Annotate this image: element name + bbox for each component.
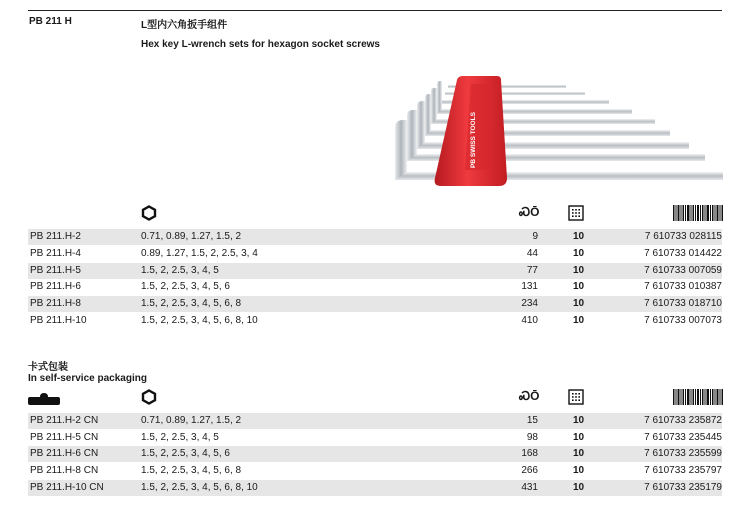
quantity: 10 xyxy=(573,432,585,443)
ean-code: 7 610733 028115 xyxy=(644,231,722,242)
table-row xyxy=(28,430,722,446)
ean-code: 7 610733 235872 xyxy=(644,415,722,426)
article-code: PB 211.H-6 CN xyxy=(30,448,99,459)
quantity: 10 xyxy=(573,265,585,276)
article-code: PB 211.H-6 xyxy=(30,281,81,292)
article-code: PB 211.H-8 CN xyxy=(30,465,99,476)
article-code: PB 211.H-10 CN xyxy=(30,482,104,493)
scale-icon: ᏍŌ xyxy=(519,389,540,403)
sizes: 0.71, 0.89, 1.27, 1.5, 2 xyxy=(141,231,242,242)
table-row xyxy=(28,413,722,429)
weight: 266 xyxy=(521,465,538,476)
page-title-zh: L型内六角扳手组件 xyxy=(141,20,228,31)
quantity: 10 xyxy=(573,315,585,326)
sizes: 1.5, 2, 2.5, 3, 4, 5, 6, 8, 10 xyxy=(141,315,258,326)
quantity: 10 xyxy=(573,298,585,309)
weight: 410 xyxy=(521,315,538,326)
ean-code: 7 610733 007073 xyxy=(644,315,722,326)
table-row xyxy=(28,480,722,496)
ean-code: 7 610733 007059 xyxy=(644,265,722,276)
hexagon-icon xyxy=(141,205,157,221)
page-title-en: Hex key L-wrench sets for hexagon socket screws xyxy=(141,39,380,50)
table-row xyxy=(28,446,722,462)
table-row xyxy=(28,246,722,262)
box-icon xyxy=(568,389,584,405)
weight: 234 xyxy=(521,298,538,309)
table-row xyxy=(28,279,722,295)
weight: 44 xyxy=(526,248,538,259)
weight: 98 xyxy=(526,432,538,443)
ean-code: 7 610733 235797 xyxy=(644,465,722,476)
ean-code: 7 610733 018710 xyxy=(644,298,722,309)
article-code: PB 211.H-4 xyxy=(30,248,81,259)
top-rule xyxy=(28,10,722,11)
ean-code: 7 610733 235445 xyxy=(644,432,722,443)
article-code: PB 211.H-10 xyxy=(30,315,87,326)
section-title-en: In self-service packaging xyxy=(28,373,147,384)
table-row xyxy=(28,296,722,312)
section-title-zh: 卡式包装 xyxy=(28,362,68,373)
sizes: 0.71, 0.89, 1.27, 1.5, 2 xyxy=(141,415,242,426)
box-icon xyxy=(568,205,584,221)
product-code: PB 211 H xyxy=(29,16,72,27)
sizes: 1.5, 2, 2.5, 3, 4, 5 xyxy=(141,432,219,443)
ean-code: 7 610733 010387 xyxy=(644,281,722,292)
sizes: 1.5, 2, 2.5, 3, 4, 5, 6, 8, 10 xyxy=(141,482,258,493)
weight: 431 xyxy=(521,482,538,493)
sizes: 1.5, 2, 2.5, 3, 4, 5 xyxy=(141,265,219,276)
sizes: 1.5, 2, 2.5, 3, 4, 5, 6, 8 xyxy=(141,465,242,476)
ean-code: 7 610733 235599 xyxy=(644,448,722,459)
quantity: 10 xyxy=(573,448,585,459)
table1-header xyxy=(0,205,750,223)
table-row xyxy=(28,463,722,479)
weight: 9 xyxy=(532,231,538,242)
table-row xyxy=(28,229,722,245)
quantity: 10 xyxy=(573,482,585,493)
article-code: PB 211.H-2 xyxy=(30,231,81,242)
sizes: 1.5, 2, 2.5, 3, 4, 5, 6 xyxy=(141,281,230,292)
quantity: 10 xyxy=(573,281,585,292)
table-row xyxy=(28,263,722,279)
quantity: 10 xyxy=(573,248,585,259)
ean-code: 7 610733 235179 xyxy=(644,482,722,493)
table-row xyxy=(28,313,722,329)
ean-code: 7 610733 014422 xyxy=(644,248,722,259)
weight: 77 xyxy=(526,265,538,276)
table2-header xyxy=(0,389,750,407)
sizes: 1.5, 2, 2.5, 3, 4, 5, 6 xyxy=(141,448,230,459)
sizes: 0.89, 1.27, 1.5, 2, 2.5, 3, 4 xyxy=(141,248,258,259)
quantity: 10 xyxy=(573,231,585,242)
brand-text: PB SWISS TOOLS xyxy=(470,112,477,168)
sizes: 1.5, 2, 2.5, 3, 4, 5, 6, 8 xyxy=(141,298,242,309)
product-image xyxy=(385,70,725,190)
barcode-icon xyxy=(673,205,723,221)
scale-icon: ᏍŌ xyxy=(519,205,540,219)
article-code: PB 211.H-8 xyxy=(30,298,81,309)
weight: 168 xyxy=(521,448,538,459)
barcode-icon xyxy=(673,389,723,405)
article-code: PB 211.H-2 CN xyxy=(30,415,99,426)
quantity: 10 xyxy=(573,415,585,426)
article-code: PB 211.H-5 xyxy=(30,265,81,276)
article-code: PB 211.H-5 CN xyxy=(30,432,99,443)
hexagon-icon xyxy=(141,389,157,405)
weight: 131 xyxy=(521,281,538,292)
quantity: 10 xyxy=(573,465,585,476)
weight: 15 xyxy=(526,415,538,426)
